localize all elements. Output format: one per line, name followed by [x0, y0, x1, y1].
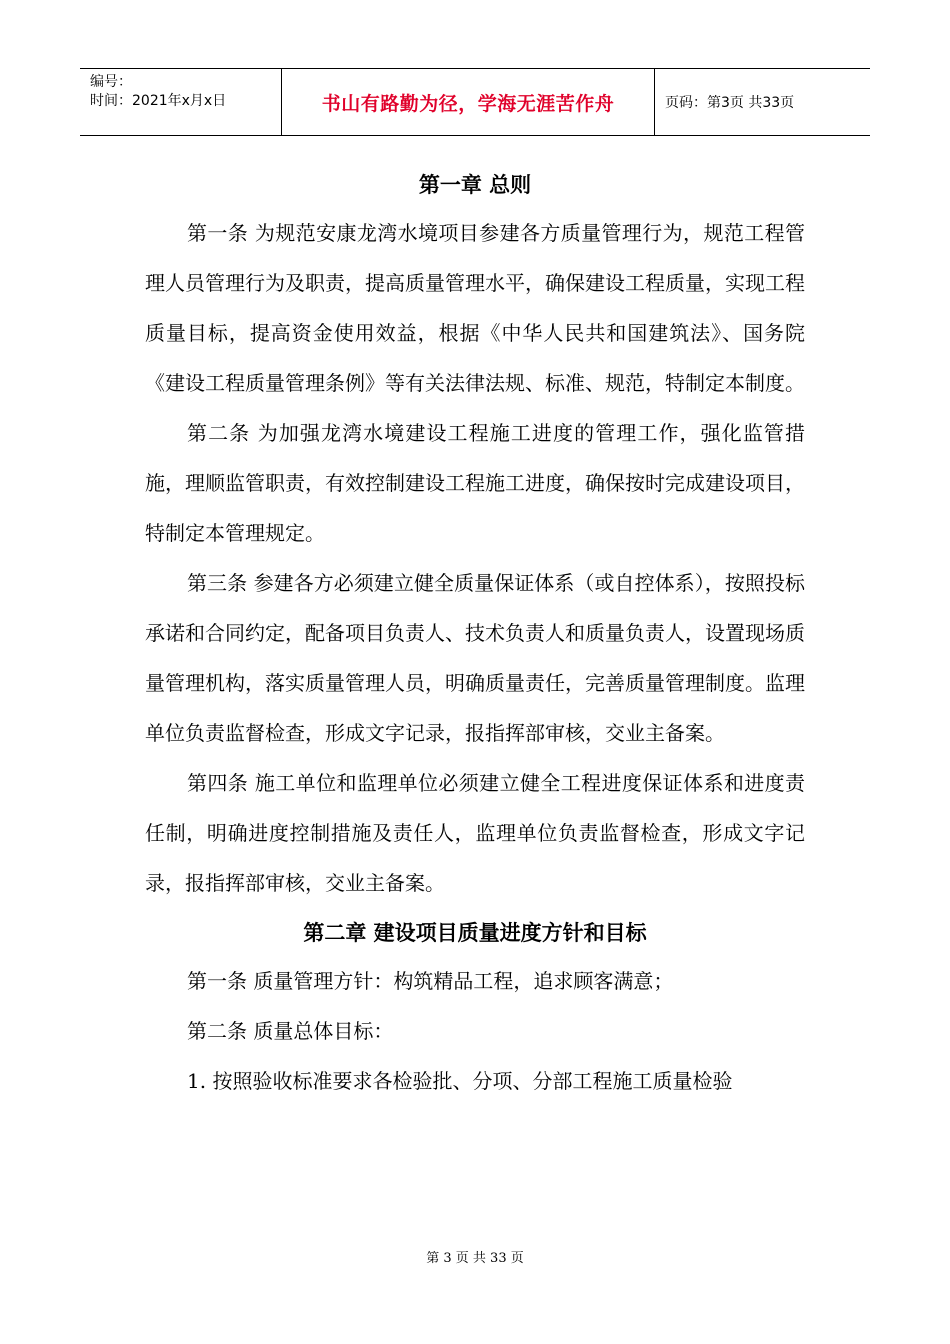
chapter-2-title: 第二章 建设项目质量进度方针和目标 — [303, 921, 647, 945]
chapter-1-article-1: 第一条 为规范安康龙湾水境项目参建各方质量管理行为，规范工程管理人员管理行为及职责，提高质量管理水平，确保建设工程质量，实现工程质量目标，提高资金使用效益，根据《中华人民共和国建筑法》、国务院《建设工程质量管理条例》等有关法律法规、标准、规范，特制定本制度。 — [145, 221, 805, 395]
number-label: 编号： — [90, 74, 132, 90]
time-label: 时间：2021年x月x日 — [90, 93, 227, 109]
chapter-1-title: 第一章 总则 — [418, 173, 532, 197]
document-header — [80, 68, 870, 136]
chapter-2-article-1: 第一条 质量管理方针：构筑精品工程，追求顾客满意； — [187, 969, 674, 993]
header-page-label: 页码：第3页 共33页 — [665, 95, 795, 111]
chapter-1-article-3: 第三条 参建各方必须建立健全质量保证体系（或自控体系），按照投标承诺和合同约定，配备项目负责人、技术负责人和质量负责人，设置现场质量管理机构，落实质量管理人员，明确质量责任，完善质量管理制度。监理单位负责监督检查，形成文字记录，报指挥部审核，交业主备案。 — [145, 571, 805, 745]
chapter-1-article-2: 第二条 为加强龙湾水境建设工程施工进度的管理工作，强化监管措施，理顺监管职责，有效控制建设工程施工进度，确保按时完成建设项目，特制定本管理规定。 — [145, 421, 805, 545]
header-motto: 书山有路勤为径，学海无涯苦作舟 — [282, 69, 655, 135]
chapter-2-item-1: 1. 按照验收标准要求各检验批、分项、分部工程施工质量检验 — [187, 1069, 733, 1093]
chapter-2-article-2: 第二条 质量总体目标： — [187, 1019, 394, 1043]
page-footer: 第 3 页 共 33 页 — [426, 1251, 524, 1266]
header-meta-cell — [80, 69, 282, 135]
document-body — [145, 162, 805, 1106]
chapter-1-article-4: 第四条 施工单位和监理单位必须建立健全工程进度保证体系和进度责任制，明确进度控制措施及责任人，监理单位负责监督检查，形成文字记录，报指挥部审核，交业主备案。 — [145, 771, 805, 895]
